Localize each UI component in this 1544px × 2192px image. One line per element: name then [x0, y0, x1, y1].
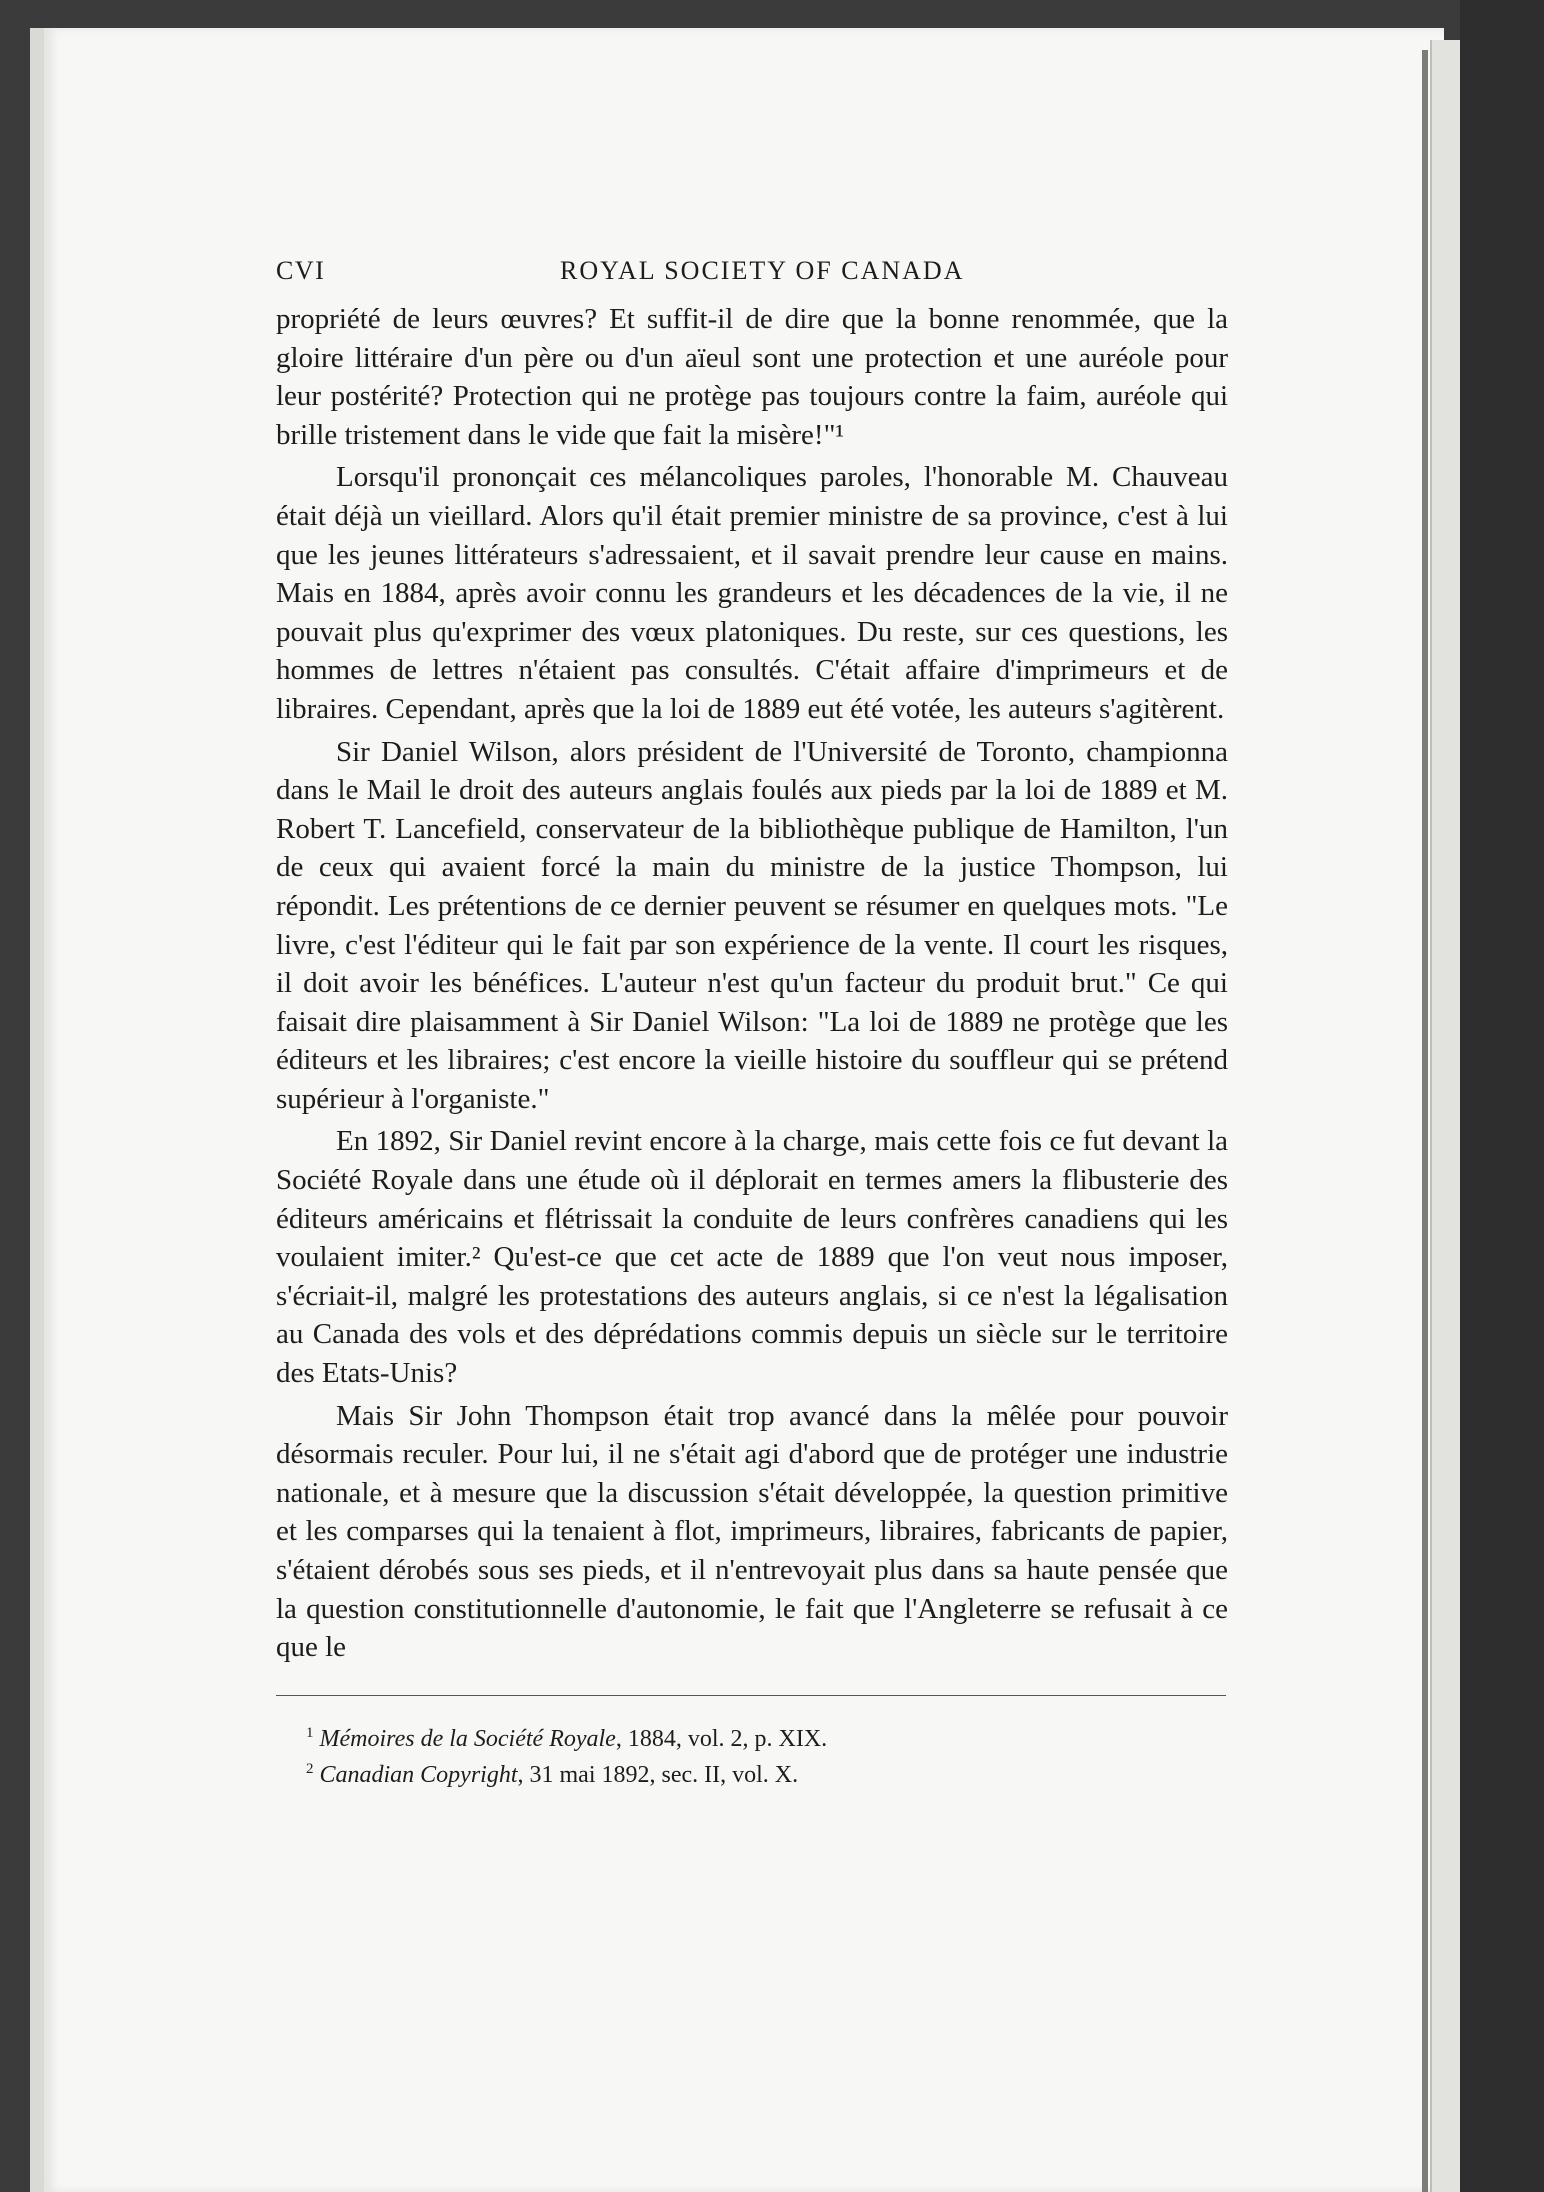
paragraph-5: Mais Sir John Thompson était trop avancé dans la mêlée pour pouvoir désormais reculer. Pour lui, il ne s'était agi d'abord que de protéger une industrie nationale, et à mesure que la discussion s'était développée, la question primitive et les comparses qui la tenaient à flot, imprimeurs, libraires, fabricants de papier, s'étaient dérobés sous ses pieds, et il n'entrevoyait plus dans sa haute pensée que la question constitutionnelle d'autonomie, le fait que l'Angleterre se refusait à ce que le	[276, 1399, 1228, 1664]
footnote-citation: , 1884, vol. 2, p. XIX.	[615, 1725, 828, 1752]
page-number: CVI	[276, 256, 326, 285]
footnote-2	[306, 1754, 1228, 1790]
page-edge-shadow	[1422, 50, 1428, 2192]
scanner-background	[1460, 0, 1544, 2192]
paragraph-4: En 1892, Sir Daniel revint encore à la charge, mais cette fois ce fut devant la Société Royale dans une étude où il déplorait en termes amers la flibusterie des éditeurs américains et flétrissait la conduite de leurs confrères canadiens qui les voulaient imiter.² Qu'est-ce que cet acte de 1889 que l'on veut nous imposer, s'écriait-il, malgré les protestations des auteurs anglais, si ce n'est la légalisation au Canada des vols et des déprédations commis depuis un siècle sur le territoire des Etats-Unis?	[276, 1125, 1228, 1390]
footnote-1	[306, 1718, 1228, 1754]
footnote-source-title: Canadian Copyright	[319, 1761, 518, 1788]
footnote-separator	[276, 1695, 1226, 1696]
footnote-mark: 1	[306, 1724, 314, 1741]
body-text	[276, 300, 1228, 1667]
footnote-citation: , 31 mai 1892, sec. II, vol. X.	[517, 1761, 799, 1788]
footnote-source-title: Mémoires de la Société Royale	[319, 1725, 616, 1752]
paragraph-2: Lorsqu'il prononçait ces mélancoliques paroles, l'honorable M. Chauveau était déjà un vieillard. Alors qu'il était premier ministre de sa province, c'est à lui que les jeunes littérateurs s'adressaient, et il savait prendre leur cause en mains. Mais en 1884, après avoir connu les grandeurs et les décadences de la vie, il ne pouvait plus qu'exprimer des vœux platoniques. Du reste, sur ces questions, les hommes de lettres n'étaient pas consultés. C'était affaire d'imprimeurs et de libraires. Cependant, après que la loi de 1889 eut été votée, les auteurs s'agitèrent.	[276, 461, 1228, 725]
running-head	[276, 256, 1228, 290]
page-content	[276, 256, 1228, 1790]
paragraph-1: propriété de leurs œuvres? Et suffit-il de dire que la bonne renommée, que la gloire littéraire d'un père ou d'un aïeul sont une protection et une auréole pour leur postérité? Protection qui ne protège pas toujours contre la faim, auréole qui brille tristement dans le vide que fait la misère!"¹	[276, 303, 1228, 451]
footnotes	[276, 1718, 1228, 1790]
running-head-title: ROYAL SOCIETY OF CANADA	[560, 256, 965, 285]
adjacent-page-edge	[1430, 40, 1462, 2192]
paragraph-3: Sir Daniel Wilson, alors président de l'Université de Toronto, championna dans le Mail le droit des auteurs anglais foulés aux pieds par la loi de 1889 et M. Robert T. Lancefield, conservateur de la bibliothèque publique de Hamilton, l'un de ceux qui avaient forcé la main du ministre de la justice Thompson, lui répondit. Les prétentions de ce dernier peuvent se résumer en quelques mots. "Le livre, c'est l'éditeur qui le fait par son expérience de la vente. Il court les risques, il doit avoir les bénéfices. L'auteur n'est qu'un facteur du produit brut." Ce qui faisait dire plaisamment à Sir Daniel Wilson: "La loi de 1889 ne protège que les éditeurs et les libraires; c'est encore la vieille histoire du souffleur qui se prétend supérieur à l'organiste."	[276, 735, 1228, 1115]
footnote-mark: 2	[306, 1760, 314, 1777]
